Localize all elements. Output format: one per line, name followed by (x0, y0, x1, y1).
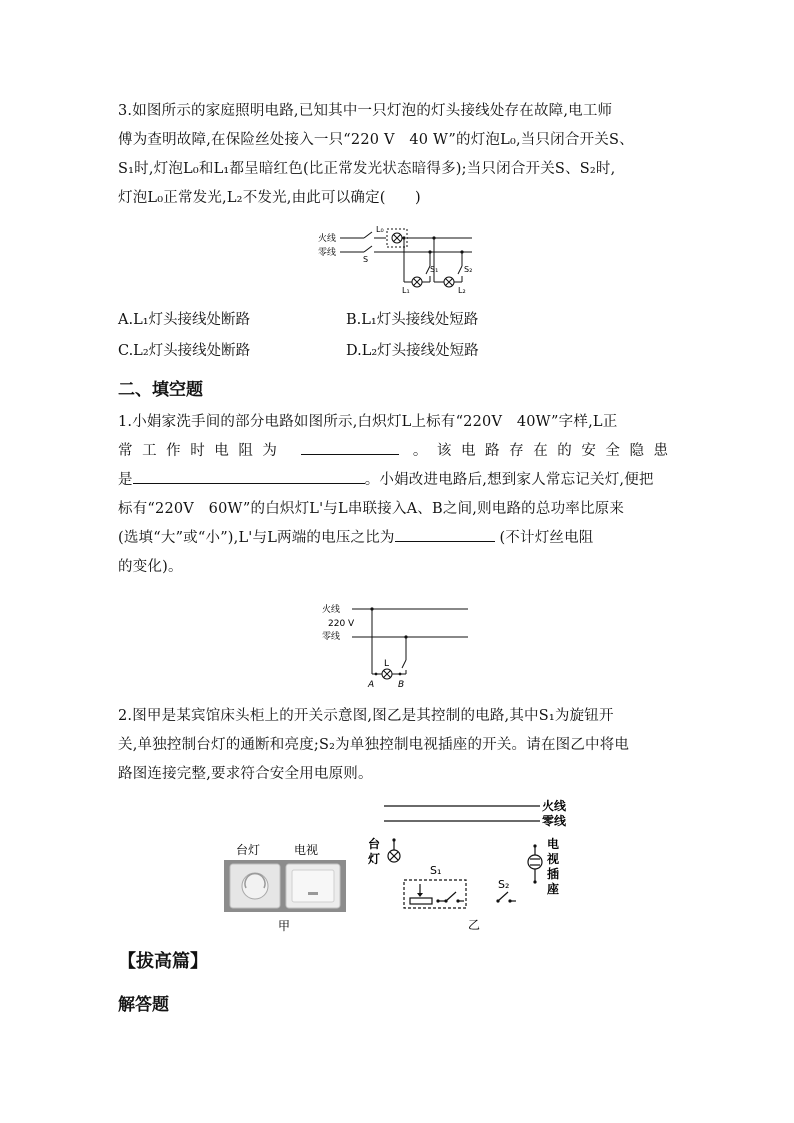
yi-live-label: 火线 (542, 799, 567, 813)
f1-fig-neutral: 零线 (322, 632, 341, 642)
f2-line-1: 2.图甲是某宾馆床头柜上的开关示意图,图乙是其控制的电路,其中S₁为旋钮开 (118, 708, 614, 724)
f1-text (118, 408, 676, 582)
yi-caption: 乙 (468, 918, 481, 932)
f1-fig-voltage: 220 V (328, 619, 355, 629)
yi-socket-char1: 电 (547, 837, 560, 851)
q3-fig-l0: L₀ (376, 225, 384, 234)
f2-figure-jia (222, 838, 348, 934)
f1-line-3-end: 。小娟改进电路后,想到家人常忘记关灯,便把 (364, 472, 654, 488)
f1-line-5-end: (不计灯丝电阻 (499, 530, 594, 546)
q3-option-b: B.L₁灯头接线处短路 (346, 312, 479, 328)
q3-line-3: S₁时,灯泡L₀和L₁都呈暗红色(比正常发光状态暗得多);当只闭合开关S、S₂时, (118, 161, 616, 177)
q3-option-a: A.L₁灯头接线处断路 (118, 312, 251, 328)
yi-lamp-label-char1: 台 (368, 837, 381, 851)
section-heading-fill-in: 二、填空题 (118, 380, 203, 400)
q3-fig-l2: L₂ (458, 286, 466, 294)
section-heading-advanced: 【拔高篇】 (118, 951, 208, 972)
f1-line-5 (118, 524, 676, 553)
yi-neutral-label: 零线 (542, 814, 567, 828)
f1-blank-resistance (301, 440, 399, 455)
f1-line-6: 的变化)。 (118, 559, 183, 575)
yi-lamp-label-char2: 灯 (368, 852, 381, 866)
q3-fig-l1: L₁ (402, 286, 410, 294)
yi-socket-label (546, 836, 563, 896)
f2-figure-yi (360, 798, 584, 934)
f1-line-5-start: (选填“大”或“小”),L'与L两端的电压之比为 (118, 530, 395, 546)
f1-line-2 (118, 437, 676, 466)
f1-line-2-end: 。该电路存在的安全隐患 (412, 443, 677, 459)
yi-s1-label: S₁ (430, 864, 442, 877)
q3-option-d: D.L₂灯头接线处短路 (346, 343, 479, 359)
q3-line-1: 3.如图所示的家庭照明电路,已知其中一只灯泡的灯头接线处存在故障,电工师 (118, 103, 613, 119)
f1-blank-hazard (133, 469, 365, 484)
f1-line-3-start: 是 (118, 472, 133, 488)
yi-socket-char2: 视 (547, 852, 560, 866)
yi-s2-label: S₂ (498, 878, 510, 891)
q3-fig-s: S (363, 255, 369, 264)
q3-circuit-figure (312, 222, 492, 294)
q3-fig-live: 火线 (318, 234, 337, 244)
jia-tv-label: 电视 (294, 843, 319, 857)
section-subheading-answers: 解答题 (118, 995, 169, 1015)
f1-line-4: 标有“220V 60W”的白炽灯L'与L串联接入A、B之间,则电路的总功率比原来 (118, 501, 625, 517)
q3-text (118, 97, 676, 213)
f2-text (118, 702, 676, 789)
f1-circuit-figure (320, 600, 472, 692)
f1-fig-b: B (398, 680, 405, 690)
f2-line-2: 关,单独控制台灯的通断和亮度;S₂为单独控制电视插座的开关。请在图乙中将电 (118, 737, 630, 753)
yi-socket-char4: 座 (547, 882, 560, 896)
f1-fig-live: 火线 (322, 605, 341, 615)
f1-line-3 (118, 466, 676, 495)
jia-lamp-label: 台灯 (236, 843, 261, 857)
yi-socket-char3: 插 (547, 867, 560, 881)
f1-blank-ratio (395, 527, 495, 542)
jia-caption: 甲 (278, 919, 291, 933)
f1-fig-lamp: L (384, 659, 390, 669)
yi-lamp-label (367, 836, 384, 866)
q3-line-4: 灯泡L₀正常发光,L₂不发光,由此可以确定( ) (118, 190, 421, 206)
q3-fig-s1: S₁ (430, 265, 439, 274)
f2-line-3: 路图连接完整,要求符合安全用电原则。 (118, 766, 373, 782)
f1-fig-a: A (368, 680, 375, 690)
q3-fig-s2: S₂ (464, 265, 473, 274)
q3-line-2: 傅为查明故障,在保险丝处接入一只“220 V 40 W”的灯泡L₀,当只闭合开关S、 (118, 132, 634, 148)
f1-line-1: 1.小娟家洗手间的部分电路如图所示,白炽灯L上标有“220V 40W”字样,L正 (118, 414, 618, 430)
q3-option-c: C.L₂灯头接线处断路 (118, 343, 251, 359)
f1-line-2-start: 常工作时电阻为 (118, 443, 287, 459)
q3-fig-neutral: 零线 (318, 248, 337, 258)
